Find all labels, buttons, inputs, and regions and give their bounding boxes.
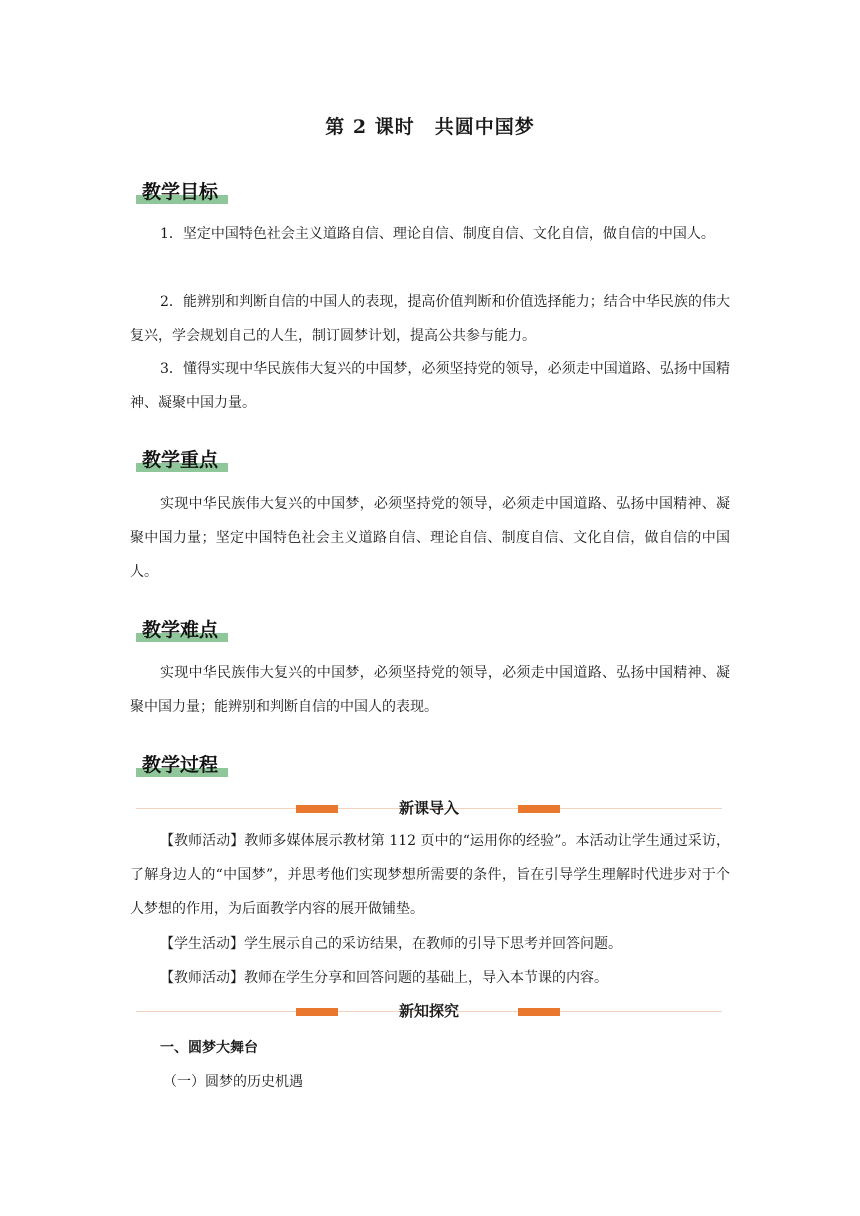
heading-text: 教学目标	[142, 181, 219, 203]
section-heading-difficulties	[136, 610, 228, 646]
intro-paragraph-3: 【教师活动】教师在学生分享和回答问题的基础上，导入本节课的内容。	[160, 970, 608, 986]
sub-subheading: （一）圆梦的历史机遇	[163, 1074, 303, 1090]
heading-text: 教学重点	[142, 449, 219, 471]
difficulties-text: 实现中华民族伟大复兴的中国梦，必须坚持党的领导，必须走中国道路、弘扬中国精神、凝聚中国力量；能辨别和判断自信的中国人的表现。	[130, 665, 730, 715]
subheading: 一、圆梦大舞台	[160, 1040, 258, 1056]
heading-text: 教学过程	[142, 754, 219, 776]
goal-item-2: 2．能辨别和判断自信的中国人的表现，提高价值判断和价值选择能力；结合中华民族的伟大复兴，学会规划自己的人生，制订圆梦计划，提高公共参与能力。	[130, 294, 730, 344]
section-heading-goals	[136, 172, 228, 208]
divider-intro	[136, 799, 722, 819]
divider-label: 新课导入	[398, 799, 459, 817]
section-heading-process	[136, 745, 228, 781]
heading-text: 教学难点	[142, 619, 219, 641]
divider-explore	[136, 1002, 722, 1022]
intro-paragraph-2: 【学生活动】学生展示自己的采访结果，在教师的引导下思考并回答问题。	[160, 936, 622, 952]
goal-item-1: 1．坚定中国特色社会主义道路自信、理论自信、制度自信、文化自信，做自信的中国人。	[160, 226, 715, 242]
key-points-text: 实现中华民族伟大复兴的中国梦，必须坚持党的领导，必须走中国道路、弘扬中国精神、凝聚中国力量；坚定中国特色社会主义道路自信、理论自信、制度自信、文化自信，做自信的中国人。	[130, 496, 730, 580]
divider-label: 新知探究	[398, 1002, 459, 1020]
goal-item-3: 3．懂得实现中华民族伟大复兴的中国梦，必须坚持党的领导，必须走中国道路、弘扬中国精神、凝聚中国力量。	[130, 361, 730, 411]
intro-paragraph-1: 【教师活动】教师多媒体展示教材第 112 页中的“运用你的经验”。本活动让学生通过采访，了解身边人的“中国梦”，并思考他们实现梦想所需要的条件，旨在引导学生理解时代进步对于个人梦想的作用，为后面教学内容的展开做铺垫。	[130, 833, 730, 917]
section-heading-key-points	[136, 440, 228, 476]
lesson-title: 第 2 课时 共圆中国梦	[325, 116, 535, 138]
